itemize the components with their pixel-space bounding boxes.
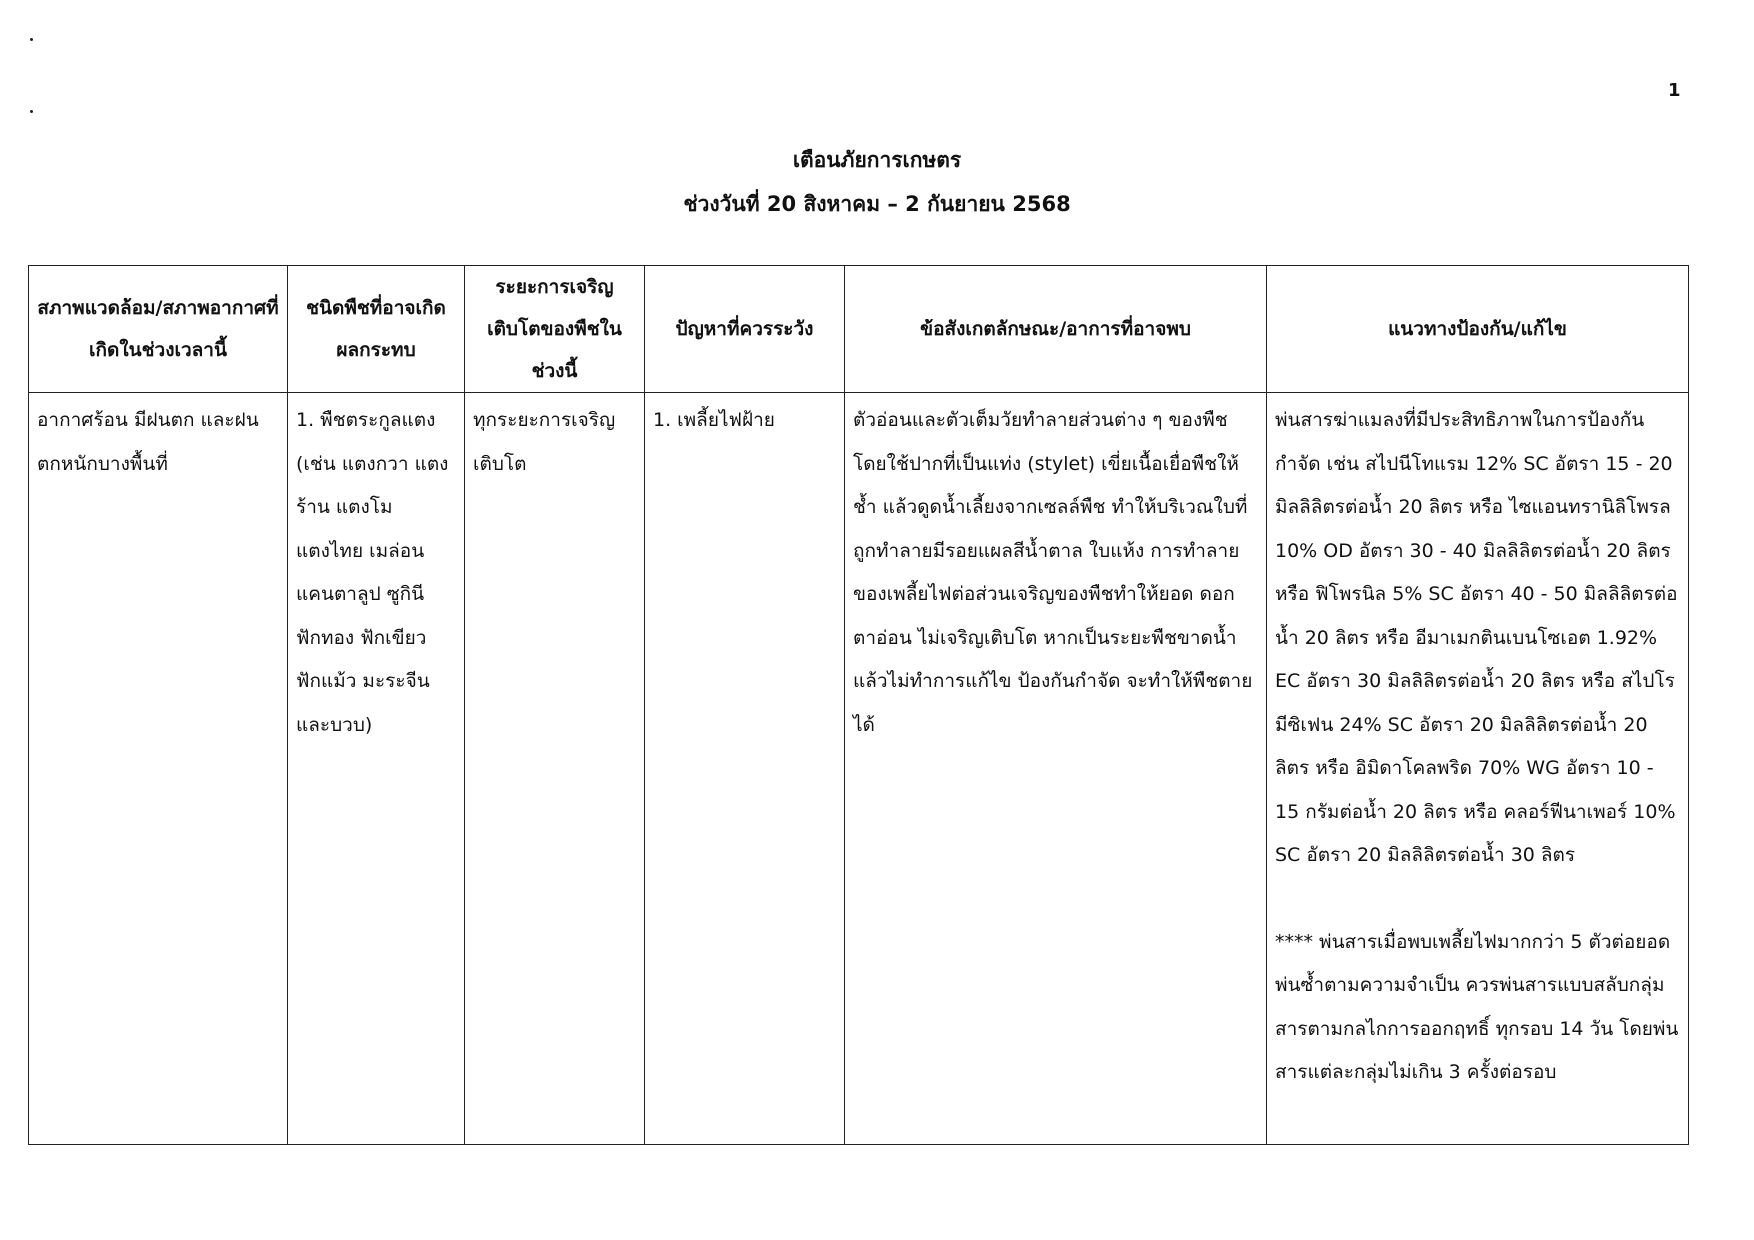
document-subtitle: ช่วงวันที่ 20 สิงหาคม – 2 กันยายน 2568: [683, 192, 1071, 216]
header-environment: สภาพแวดล้อม/สภาพอากาศที่เกิดในช่วงเวลานี้: [29, 266, 288, 393]
cell-crops: [288, 393, 465, 1145]
cell-symptoms: [845, 393, 1267, 1145]
alert-table: [28, 265, 1689, 1145]
page-number: 1: [1668, 80, 1681, 101]
header-growth-stage: ระยะการเจริญเติบโตของพืชในช่วงนี้: [465, 266, 645, 393]
header-problem: ปัญหาที่ควรระวัง: [645, 266, 845, 393]
prevention-note: **** พ่นสารเมื่อพบเพลี้ยไฟมากกว่า 5 ตัวต่อยอด พ่นซ้ำตามความจำเป็น ควรพ่นสารแบบสลับกลุ่มสารตามกลไกการออกฤทธิ์ ทุกรอบ 14 วัน โดยพ่นสารแต่ละกลุ่มไม่เกิน 3 ครั้งต่อรอบ: [1275, 930, 1679, 1083]
symptoms-text: ตัวอ่อนและตัวเต็มวัยทำลายส่วนต่าง ๆ ของพืช โดยใช้ปากที่เป็นแท่ง (stylet) เขี่ยเนื้อเยื่อพืชให้ช้ำ แล้วดูดน้ำเลี้ยงจากเซลล์พืช ทำให้บริเวณใบที่ถูกทำลายมีรอยแผลสีน้ำตาล ใบแห้ง การทำลายของเพลี้ยไฟต่อส่วนเจริญของพืชทำให้ยอด ดอก ตาอ่อน ไม่เจริญเติบโต หากเป็นระยะพืชขาดน้ำแล้วไม่ทำการแก้ไข ป้องกันกำจัด จะทำให้พืชตายได้: [853, 409, 1253, 736]
document-title: เตือนภัยการเกษตร: [792, 148, 962, 172]
scan-mark: [30, 110, 33, 113]
cell-environment: [29, 393, 288, 1145]
cell-problem: [645, 393, 845, 1145]
header-crops: ชนิดพืชที่อาจเกิดผลกระทบ: [288, 266, 465, 393]
header-prevention: แนวทางป้องกัน/แก้ไข: [1267, 266, 1689, 393]
header-symptoms: ข้อสังเกตลักษณะ/อาการที่อาจพบ: [845, 266, 1267, 393]
prevention-text: พ่นสารฆ่าแมลงที่มีประสิทธิภาพในการป้องกันกำจัด เช่น สไปนีโทแรม 12% SC อัตรา 15 - 20 มิลลิลิตรต่อน้ำ 20 ลิตร หรือ ไซแอนทรานิลิโพรล 10% OD อัตรา 30 - 40 มิลลิลิตรต่อน้ำ 20 ลิตร หรือ ฟิโพรนิล 5% SC อัตรา 40 - 50 มิลลิลิตรต่อน้ำ 20 ลิตร หรือ อีมาเมกตินเบนโซเอต 1.92% EC อัตรา 30 มิลลิลิตรต่อน้ำ 20 ลิตร หรือ สไปโรมีซิเฟน 24% SC อัตรา 20 มิลลิลิตรต่อน้ำ 20 ลิตร หรือ อิมิดาโคลพริด 70% WG อัตรา 10 - 15 กรัมต่อน้ำ 20 ลิตร หรือ คลอร์ฟีนาเพอร์ 10% SC อัตรา 20 มิลลิลิตรต่อน้ำ 30 ลิตร: [1275, 409, 1678, 866]
environment-text: อากาศร้อน มีฝนตก และฝนตกหนักบางพื้นที่: [37, 409, 259, 475]
cell-prevention: [1267, 393, 1689, 1145]
problem-text: 1. เพลี้ยไฟฝ้าย: [653, 409, 775, 431]
cell-growth-stage: [465, 393, 645, 1145]
crops-text: 1. พืชตระกูลแตง (เช่น แตงกวา แตงร้าน แตงโม แตงไทย เมล่อน แคนตาลูป ซูกินี ฟักทอง ฟักเขียว ฟักแม้ว มะระจีน และบวบ): [296, 409, 449, 736]
scan-mark: [30, 38, 33, 41]
table-header-row: [29, 266, 1689, 393]
growth-stage-text: ทุกระยะการเจริญเติบโต: [473, 409, 616, 475]
table-row: [29, 393, 1689, 1145]
title-block: [0, 138, 1754, 226]
